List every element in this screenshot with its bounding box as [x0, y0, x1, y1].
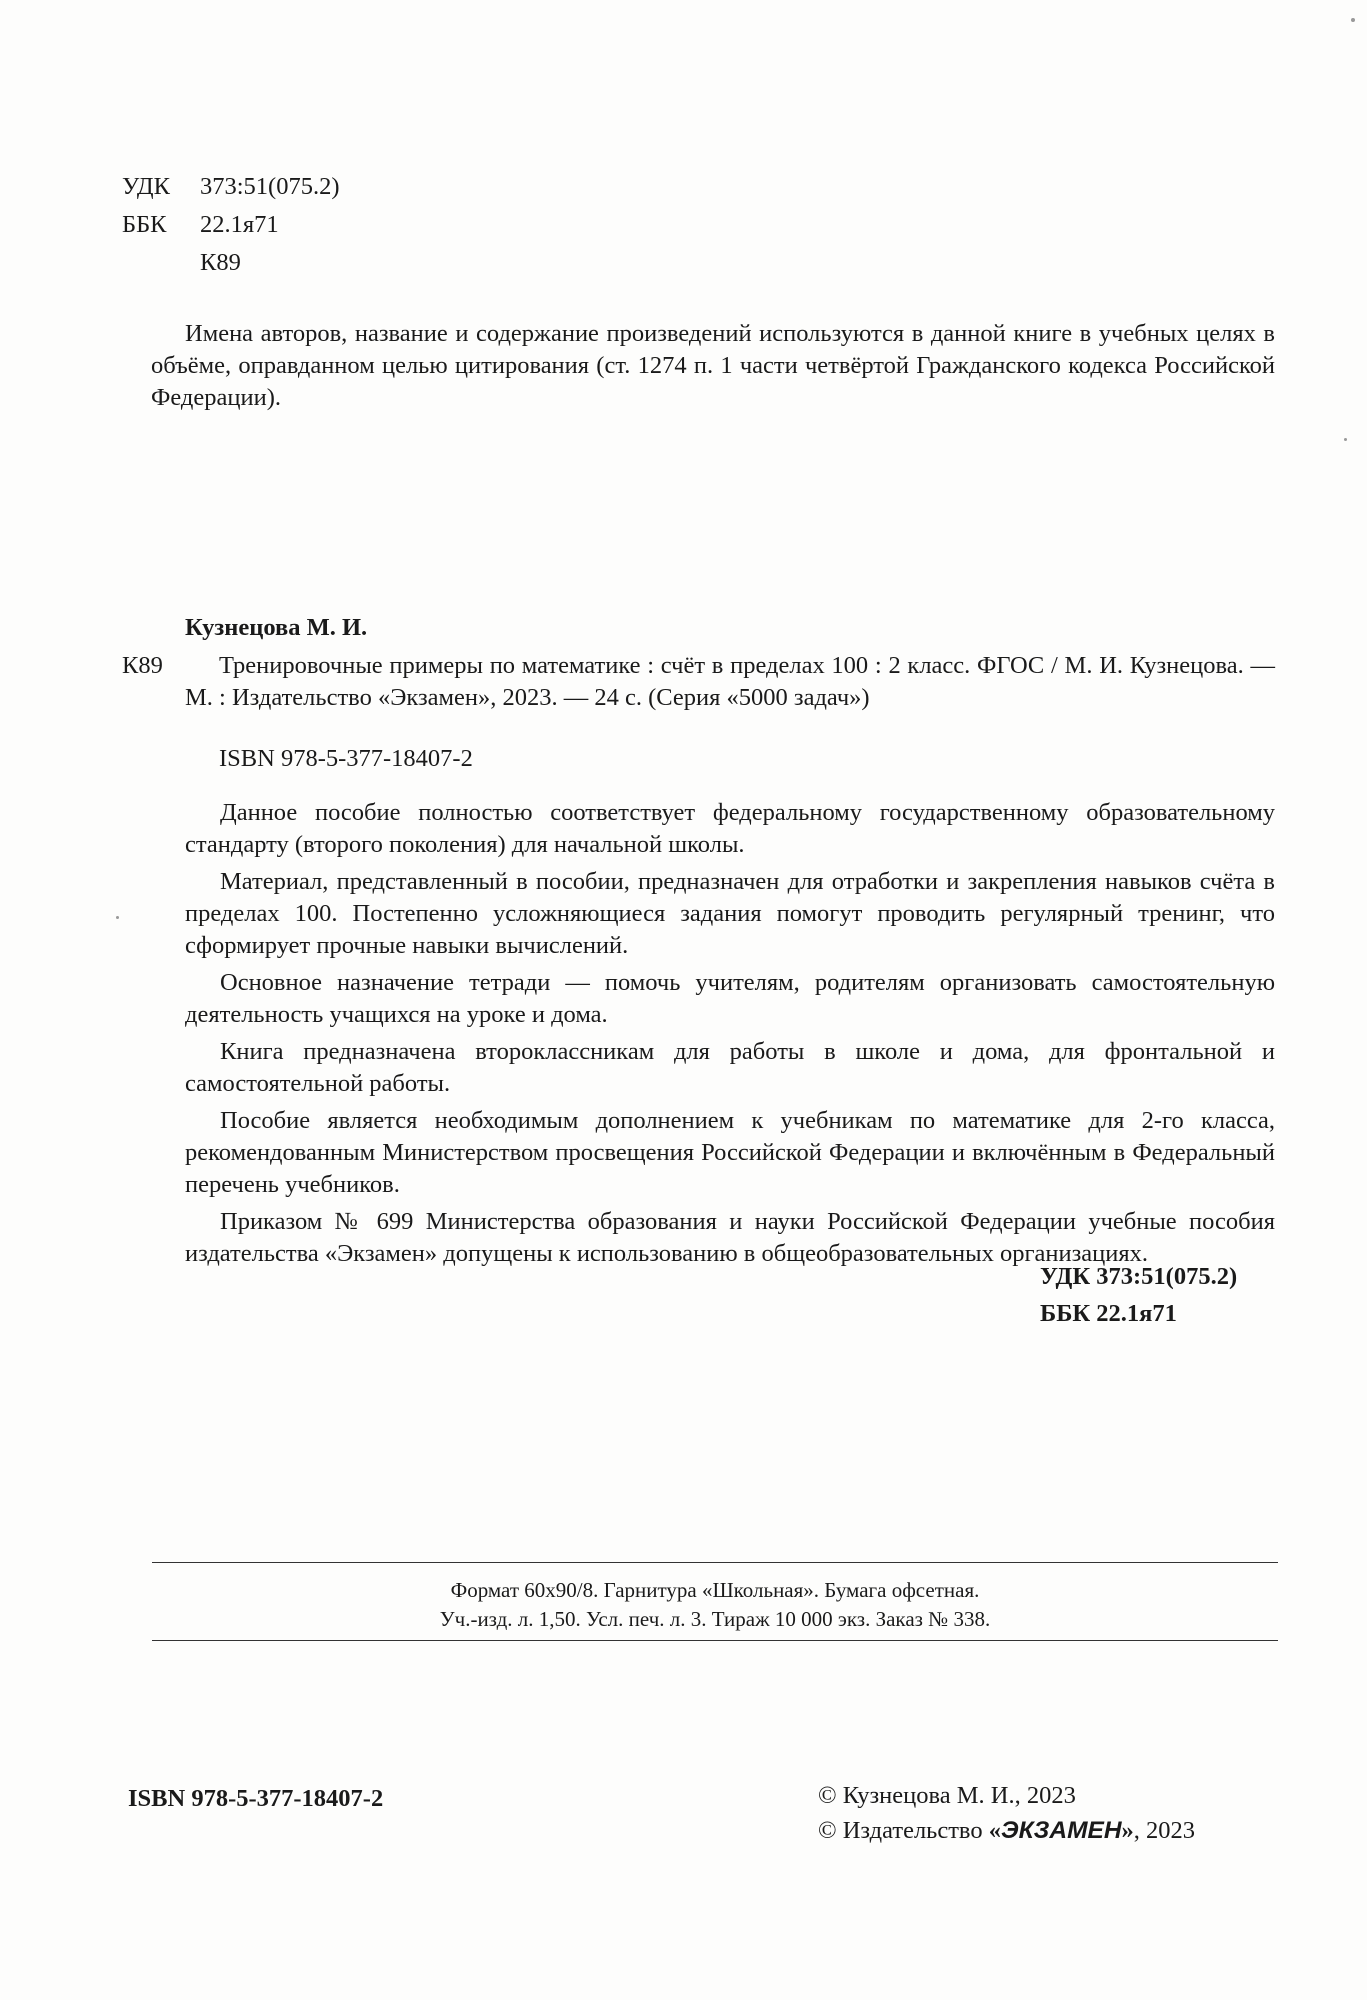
- copyright-publisher: [818, 1815, 1195, 1847]
- imprint-line-2: Уч.-изд. л. 1,50. Усл. печ. л. 3. Тираж 10 000 экз. Заказ № 338.: [439, 1607, 991, 1631]
- annotation-paragraph-3: Основное назначение тетради — помочь учителям, родителям организовать самостоятельную деятельность учащихся на уроке и дома.: [185, 969, 1275, 1028]
- bbk-label: ББК: [122, 211, 167, 238]
- annotation-paragraph-1: Данное пособие полностью соответствует федеральному государственному образовательному стандарту (второго поколения) для начальной школы.: [185, 799, 1275, 858]
- imprint-line-1: Формат 60x90/8. Гарнитура «Школьная». Бумага офсетная.: [450, 1578, 980, 1602]
- citation-notice-text: Имена авторов, название и содержание произведений используются в данной книге в учебных целях в объёме, оправданном целью цитирования (ст. 1274 п. 1 части четвёртой Гражданского кодекса Российской Федерации).: [151, 320, 1275, 411]
- annotation-paragraph-5: Пособие является необходимым дополнением к учебникам по математике для 2-го класса, рекомендованным Министерством просвещения Российской Федерации и включённым в Федеральный перечень учебников.: [185, 1107, 1275, 1198]
- udk-code-bold: УДК 373:51(075.2): [1040, 1263, 1238, 1290]
- copyright-author: © Кузнецова М. И., 2023: [818, 1782, 1076, 1809]
- publisher-open-quote: «: [988, 1817, 1001, 1844]
- copyright-publisher-prefix: © Издательство: [818, 1817, 989, 1844]
- bbk-value: 22.1я71: [200, 211, 279, 238]
- annotation-paragraph-2: Материал, представленный в пособии, предназначен для отработки и закрепления навыков счёта в пределах 100. Постепенно усложняющиеся задания помогут проводить регулярный тренинг, что сформирует прочные навыки вычислений.: [185, 868, 1275, 959]
- scan-speck: [116, 916, 119, 919]
- publisher-logo-name: ЭКЗАМЕН: [1000, 1817, 1122, 1844]
- annotation-paragraph-4: Книга предназначена второклассникам для работы в школе и дома, для фронтальной и самостоятельной работы.: [185, 1038, 1275, 1097]
- udk-value: 373:51(075.2): [200, 173, 340, 200]
- imprint-top-rule: [152, 1562, 1278, 1563]
- scan-speck: [1344, 438, 1347, 441]
- annotation: [185, 797, 1275, 1270]
- footer-isbn: ISBN 978-5-377-18407-2: [128, 1785, 384, 1812]
- scan-speck: [1351, 18, 1355, 22]
- copyright-publisher-year: , 2023: [1133, 1817, 1196, 1844]
- citation-notice: [151, 318, 1275, 414]
- author-mark-top: К89: [200, 249, 241, 276]
- catalog-isbn: ISBN 978-5-377-18407-2: [219, 745, 473, 772]
- author-heading: Кузнецова М. И.: [185, 614, 368, 641]
- catalog-mark: К89: [122, 652, 163, 679]
- catalog-description: Тренировочные примеры по математике : счёт в пределах 100 : 2 класс. ФГОС / М. И. Кузнецова. — М. : Издательство «Экзамен», 2023. — 24 с. (Серия «5000 задач»): [185, 652, 1275, 711]
- publisher-close-quote: »: [1121, 1817, 1134, 1844]
- imprint-bottom-rule: [152, 1640, 1278, 1641]
- bbk-code-bold: ББК 22.1я71: [1040, 1300, 1177, 1327]
- annotation-paragraph-6: Приказом № 699 Министерства образования и науки Российской Федерации учебные пособия издательства «Экзамен» допущены к использованию в общеобразовательных организациях.: [185, 1208, 1275, 1267]
- udk-label: УДК: [122, 173, 170, 200]
